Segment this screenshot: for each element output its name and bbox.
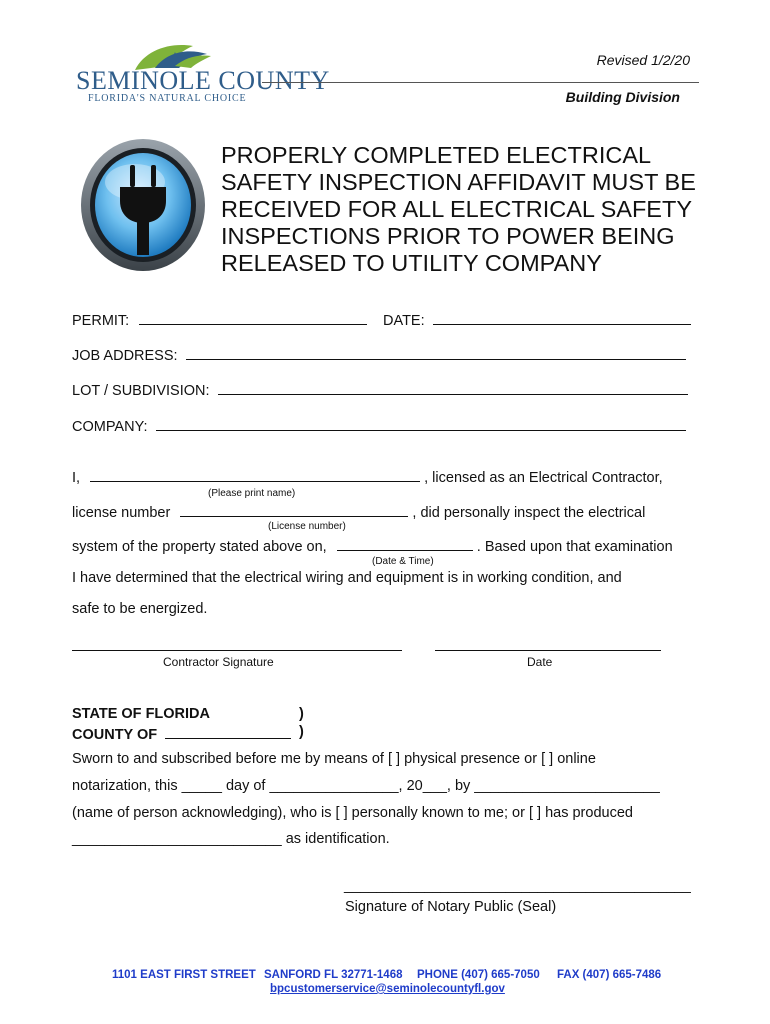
job-address-field[interactable] [186, 345, 686, 360]
footer-street: 1101 EAST FIRST STREET [112, 969, 256, 981]
county-field[interactable] [165, 724, 291, 739]
license-number-field[interactable] [180, 502, 408, 517]
licensed-text: , licensed as an Electrical Contractor, [424, 470, 663, 486]
footer-city: SANFORD FL 32771-1468 [264, 969, 403, 981]
footer-email-link[interactable]: bpcustomerservice@seminolecountyfl.gov [270, 983, 505, 995]
title-line: RELEASED TO UTILITY COMPANY [221, 250, 602, 276]
notary-line-4: __________________________ as identification. [72, 831, 390, 847]
logo-name: SEMINOLE COUNTY [76, 66, 330, 95]
footer-fax: FAX (407) 665-7486 [557, 969, 662, 981]
signature-date-line[interactable] [435, 650, 661, 651]
did-inspect-text: , did personally inspect the electrical [412, 505, 646, 521]
state-paren: ) [299, 706, 304, 722]
lot-label: LOT / SUBDIVISION: [72, 383, 210, 399]
county-row [72, 724, 291, 743]
county-paren: ) [299, 724, 304, 740]
notary-signature-label: Signature of Notary Public (Seal) [345, 899, 557, 915]
state-label: STATE OF FLORIDA [72, 706, 211, 722]
notary-line-2: notarization, this _____ day of ________________, 20___, by _______________________ [72, 778, 660, 794]
lot-field[interactable] [218, 380, 688, 395]
date-label: DATE: [383, 313, 425, 329]
revised-date: Revised 1/2/20 [596, 52, 690, 68]
permit-row [72, 310, 367, 329]
job-address-row [72, 345, 686, 364]
county-label: COUNTY OF [72, 727, 158, 743]
lot-row [72, 380, 688, 399]
permit-label: PERMIT: [72, 313, 130, 329]
determined-text: I have determined that the electrical wiring and equipment is in working condition, and [72, 570, 622, 586]
contractor-signature-label: Contractor Signature [163, 655, 274, 669]
electric-plug-icon [80, 137, 206, 273]
notary-signature-line[interactable]: ___________________________________________ [344, 878, 691, 894]
footer-phone: PHONE (407) 665-7050 [417, 969, 540, 981]
date-field[interactable] [433, 310, 691, 325]
signature-date-label: Date [527, 655, 553, 669]
system-text: system of the property stated above on, [72, 539, 327, 555]
contractor-name-field[interactable] [90, 467, 420, 482]
contractor-signature-line[interactable] [72, 650, 402, 651]
notary-line-1: Sworn to and subscribed before me by means of [ ] physical presence or [ ] online [72, 751, 596, 767]
notary-line-3: (name of person acknowledging), who is [ ] personally known to me; or [ ] has produced [72, 805, 633, 821]
title-line: INSPECTIONS PRIOR TO POWER BEING [221, 223, 675, 249]
affidavit-line-3 [72, 536, 673, 555]
license-number-label: license number [72, 505, 171, 521]
company-label: COMPANY: [72, 419, 148, 435]
logo-tagline: FLORIDA'S NATURAL CHOICE [88, 93, 247, 104]
permit-field[interactable] [139, 310, 367, 325]
date-time-field[interactable] [337, 536, 473, 551]
date-time-caption: (Date & Time) [372, 556, 434, 567]
division-label: Building Division [565, 89, 680, 105]
header-rule [262, 82, 699, 83]
title-line: SAFETY INSPECTION AFFIDAVIT MUST BE [221, 169, 696, 195]
i-label: I, [72, 470, 81, 486]
print-name-caption: (Please print name) [208, 488, 296, 499]
affidavit-line-1 [72, 467, 663, 486]
title-line: RECEIVED FOR ALL ELECTRICAL SAFETY [221, 196, 692, 222]
company-field[interactable] [156, 416, 686, 431]
title-line: PROPERLY COMPLETED ELECTRICAL [221, 142, 652, 168]
affidavit-title [221, 142, 701, 277]
affidavit-line-2 [72, 502, 645, 521]
company-row [72, 416, 686, 435]
based-upon-text: . Based upon that examination [476, 539, 673, 555]
job-address-label: JOB ADDRESS: [72, 348, 178, 364]
license-caption: (License number) [268, 521, 346, 532]
safe-text: safe to be energized. [72, 601, 208, 617]
date-row [383, 310, 691, 329]
